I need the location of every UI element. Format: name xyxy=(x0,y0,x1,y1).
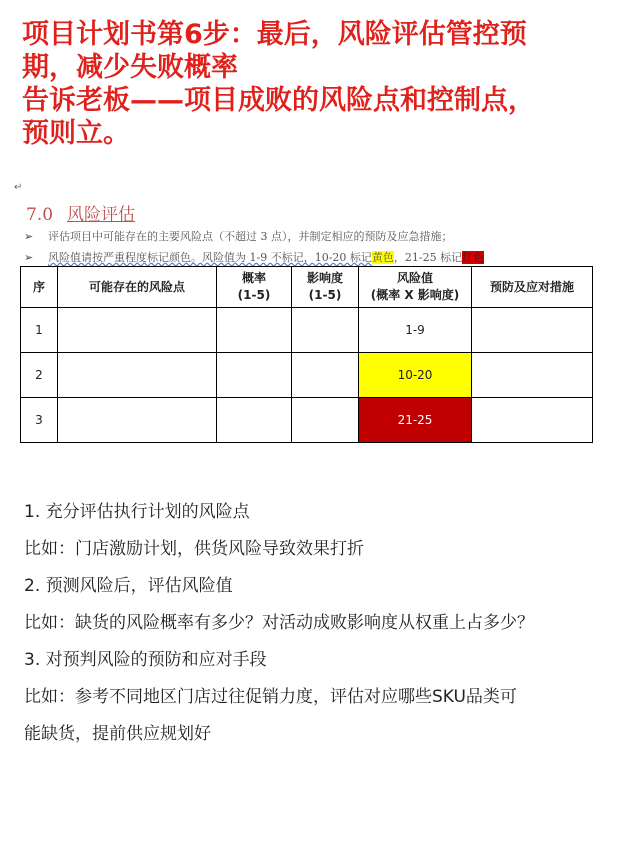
paragraph-mark-icon: ↵ xyxy=(14,182,23,193)
row-value-cell: 1-9 xyxy=(359,308,472,353)
red-label: 红色 xyxy=(462,251,485,264)
header-risk-value-label: 风险值 xyxy=(396,271,433,285)
header-impact xyxy=(292,267,359,308)
instruction-bullet-2 xyxy=(24,249,484,265)
table-row xyxy=(21,353,593,398)
example-1: 比如：门店激励计划，供货风险导致效果打折 xyxy=(24,539,364,559)
header-measures: 预防及应对措施 xyxy=(472,267,593,308)
header-impact-label: 影响度 xyxy=(306,271,343,285)
point-1: 1. 充分评估执行计划的风险点 xyxy=(24,502,250,522)
section-heading xyxy=(26,200,135,225)
arrow-bullet-icon: ➢ xyxy=(24,230,34,243)
row-prob-cell xyxy=(217,308,292,353)
row-risk-cell xyxy=(58,308,217,353)
section-number: 7.0 xyxy=(26,205,54,225)
row-seq: 2 xyxy=(21,353,58,398)
row-impact-cell xyxy=(292,398,359,443)
yellow-label: 黄色 xyxy=(371,251,394,264)
row-value-cell-yellow: 10-20 xyxy=(359,353,472,398)
bullet-text-2: 风险值请按严重程度标记颜色。风险值为 1-9 不标记，10-20 标记 xyxy=(48,251,372,264)
arrow-bullet-icon: ➢ xyxy=(24,251,34,264)
row-risk-cell xyxy=(58,398,217,443)
row-prob-cell xyxy=(217,398,292,443)
header-seq: 序 xyxy=(21,267,58,308)
header-impact-range: (1-5) xyxy=(308,288,342,302)
row-value-cell-red: 21-25 xyxy=(359,398,472,443)
row-impact-cell xyxy=(292,353,359,398)
risk-table xyxy=(20,266,593,443)
row-impact-cell xyxy=(292,308,359,353)
explanation-text xyxy=(24,494,624,753)
header-probability-range: (1-5) xyxy=(237,288,271,302)
point-2: 2. 预测风险后，评估风险值 xyxy=(24,576,233,596)
header-probability-label: 概率 xyxy=(241,271,266,285)
title-line-1: 项目计划书第6步：最后，风险评估管控预 xyxy=(22,19,527,50)
title-line-2: 期，减少失败概率 xyxy=(22,52,238,83)
table-row xyxy=(21,308,593,353)
row-risk-cell xyxy=(58,353,217,398)
row-measures-cell xyxy=(472,398,593,443)
example-3-cont: 能缺货，提前供应规划好 xyxy=(24,724,211,744)
header-risk-value-formula: (概率 X 影响度) xyxy=(370,288,460,302)
section-name: 风险评估 xyxy=(67,205,136,225)
title-line-4: 预则立。 xyxy=(22,118,130,149)
header-risk-point: 可能存在的风险点 xyxy=(58,267,217,308)
page-title xyxy=(22,18,622,150)
title-line-3: 告诉老板——项目成败的风险点和控制点， xyxy=(22,85,535,116)
header-risk-value xyxy=(359,267,472,308)
bullet-text-1: 评估项目中可能存在的主要风险点（不超过 3 点），并制定相应的预防及应急措施； xyxy=(48,230,453,243)
point-3: 3. 对预判风险的预防和应对手段 xyxy=(24,650,267,670)
example-2: 比如：缺货的风险概率有多少？对活动成败影响度从权重上占多少？ xyxy=(24,613,534,633)
bullet-text-2-mid: ，21-25 标记 xyxy=(393,251,463,264)
table-row xyxy=(21,398,593,443)
row-prob-cell xyxy=(217,353,292,398)
row-seq: 3 xyxy=(21,398,58,443)
header-probability xyxy=(217,267,292,308)
row-seq: 1 xyxy=(21,308,58,353)
row-measures-cell xyxy=(472,308,593,353)
example-3: 比如：参考不同地区门店过往促销力度，评估对应哪些SKU品类可 xyxy=(24,687,517,707)
instruction-bullet-1 xyxy=(24,228,453,244)
row-measures-cell xyxy=(472,353,593,398)
table-header-row xyxy=(21,267,593,308)
